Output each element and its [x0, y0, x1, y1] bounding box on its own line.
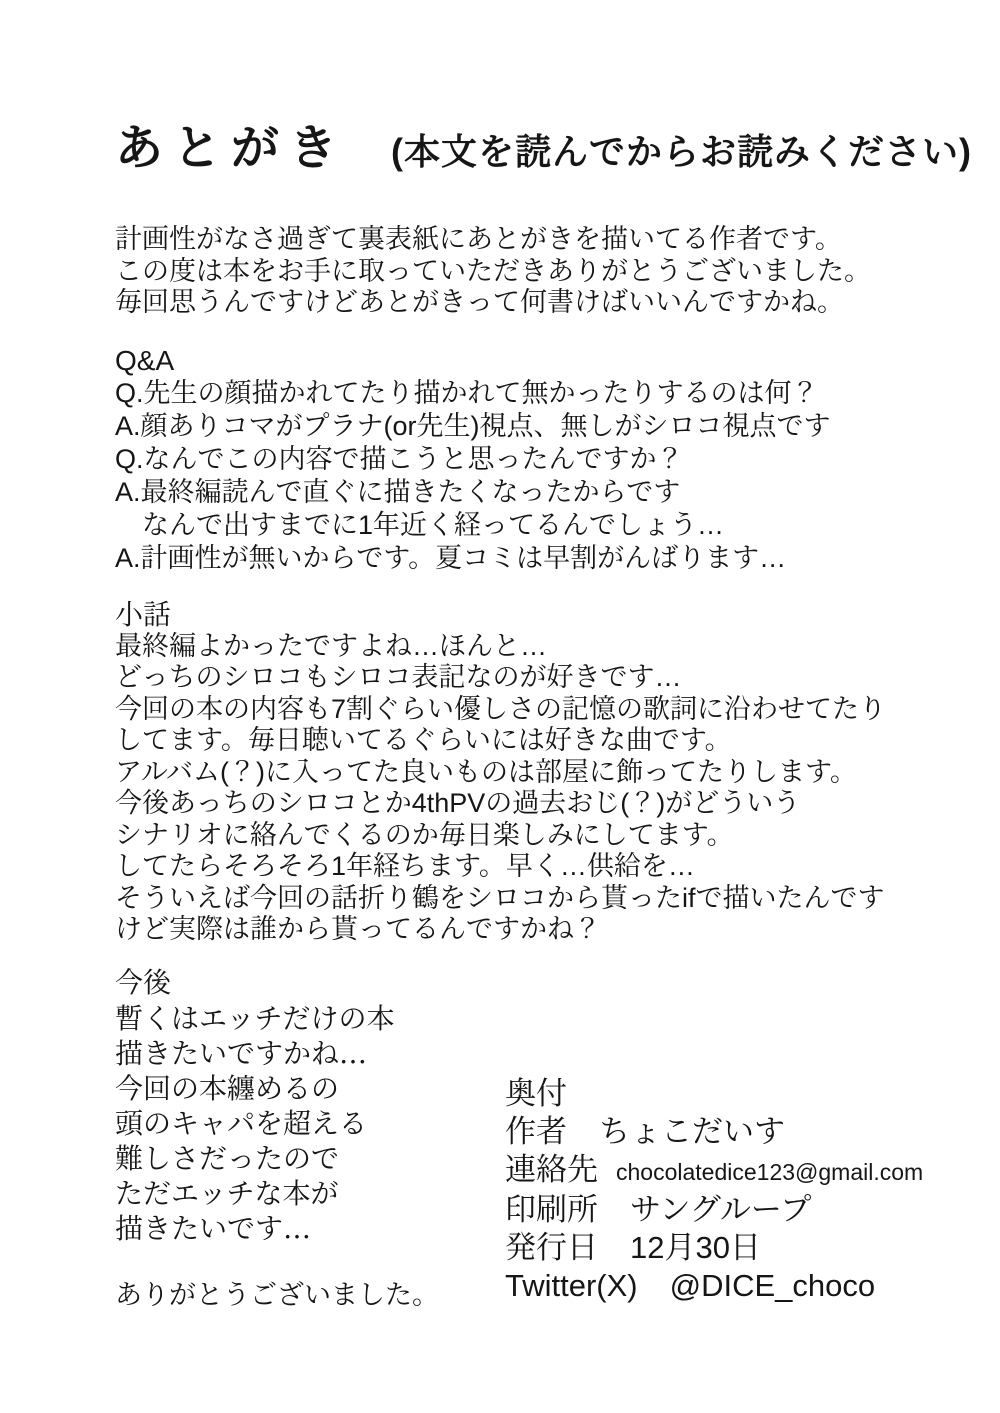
- future-plans-line: 難しさだったので: [115, 1141, 340, 1175]
- qa-line: Q.なんでこの内容で描こうと思ったんですか？: [115, 443, 684, 474]
- small-talk-line: 今後あっちのシロコとか4thPVの過去おじ(？)がどういう: [115, 788, 801, 818]
- small-talk-line: シナリオに絡んでくるのか毎日楽しみにしてます。: [115, 819, 734, 850]
- page-header: [115, 112, 972, 184]
- publish-date-label: 発行日: [505, 1229, 598, 1265]
- qa-line: A.計画性が無いからです。夏コミは早割がんばります…: [115, 542, 787, 573]
- future-plans-line: 描きたいですかね…: [115, 1036, 368, 1070]
- qa-section: [115, 344, 945, 575]
- colophon-heading: 奥付: [505, 1075, 567, 1111]
- small-talk-heading: 小話: [115, 598, 172, 630]
- intro-line: 毎回思うんですけどあとがきって何書けばいいんですかね。: [115, 287, 844, 317]
- future-plans-line: 暫くはエッチだけの本: [115, 1001, 395, 1035]
- qa-line: A.顔ありコマがプラナ(or先生)視点、無しがシロコ視点です: [115, 410, 831, 441]
- small-talk-section: [115, 598, 945, 946]
- printer-label: 印刷所: [505, 1191, 598, 1227]
- page-title: あとがき: [115, 120, 348, 176]
- publish-date-value: 12月30日: [630, 1229, 761, 1265]
- qa-line: Q.先生の顔描かれてたり描かれて無かったりするのは何？: [115, 377, 819, 408]
- future-plans-line: 頭のキャパを超える: [115, 1106, 368, 1140]
- colophon: [505, 1075, 923, 1305]
- future-plans-line: 描きたいです…: [115, 1211, 312, 1245]
- intro-line: この度は本をお手に取っていただきありがとうございました。: [115, 255, 871, 286]
- colophon-row-twitter: [505, 1267, 923, 1305]
- contact-email: chocolatedice123@gmail.com: [616, 1158, 924, 1185]
- qa-heading: Q&A: [115, 344, 175, 376]
- intro-line: 計画性がなさ過ぎて裏表紙にあとがきを描いてる作者です。: [115, 224, 842, 254]
- small-talk-line: どっちのシロコもシロコ表記なのが好きです…: [115, 662, 682, 692]
- twitter-handle: @DICE_choco: [669, 1267, 876, 1303]
- qa-line: A.最終編読んで直ぐに描きたくなったからです: [115, 476, 681, 507]
- thanks-line: ありがとうございました。: [115, 1279, 439, 1311]
- future-plans-line: 今回の本纏めるの: [115, 1071, 340, 1105]
- small-talk-line: アルバム(？)に入ってた良いものは部屋に飾ってたりします。: [115, 756, 857, 787]
- future-plans-heading: 今後: [115, 966, 172, 998]
- colophon-row-contact: [505, 1151, 923, 1191]
- colophon-row-publish-date: [505, 1229, 923, 1267]
- colophon-row-author: [505, 1113, 923, 1151]
- page-title-note: (本文を読んでからお読みください): [391, 131, 972, 172]
- future-plans-line: ただエッチな本が: [115, 1176, 339, 1210]
- twitter-label: Twitter(X): [505, 1267, 638, 1303]
- small-talk-line: 最終編よかったですよね…ほんと…: [115, 630, 547, 661]
- contact-label: 連絡先: [505, 1151, 598, 1187]
- printer-value: サングループ: [630, 1191, 812, 1228]
- colophon-row-printer: [505, 1191, 923, 1229]
- small-talk-line: してます。毎日聴いてるぐらいには好きな曲です。: [115, 725, 732, 755]
- author-value: ちょこだいす: [599, 1113, 785, 1150]
- small-talk-line: けど実際は誰から貰ってるんですかね？: [115, 914, 601, 944]
- bottom-area: [115, 965, 945, 1312]
- small-talk-line: 今回の本の内容も7割ぐらい優しさの記憶の歌詞に沿わせてたり: [115, 693, 887, 724]
- small-talk-line: してたらそろそろ1年経ちます。早く…供給を…: [115, 851, 695, 881]
- intro-paragraph: [115, 224, 945, 319]
- author-label: 作者: [505, 1113, 567, 1149]
- qa-line: なんで出すまでに1年近く経ってるんでしょう…: [115, 509, 725, 540]
- small-talk-line: そういえば今回の話折り鶴をシロコから貰ったifで描いたんです: [115, 882, 885, 913]
